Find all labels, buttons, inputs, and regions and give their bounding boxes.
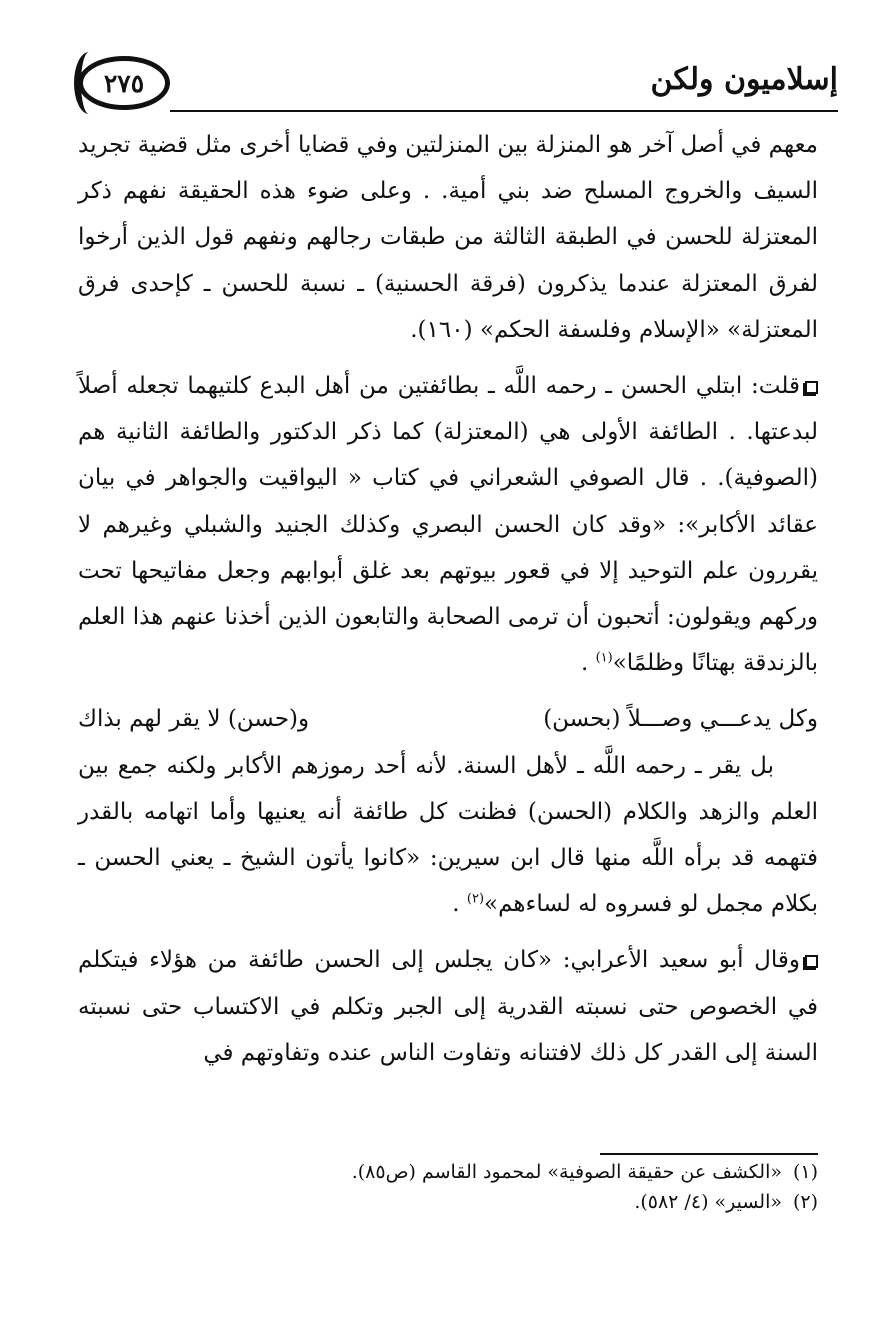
paragraph-1: معهم في أصل آخر هو المنزلة بين المنزلتين وفي قضايا أخرى مثل قضية تجريد السيف والخروج المسلح ضد بني أمية. . وعلى ضوء هذه الحقيقة نفهم ذكر المعتزلة للحسن في الطبقة الثالثة من طبقات رجالهم ونفهم قول الذين أرخوا لفرق المعتزلة عندما يذكرون (فرقة الحسنية) ـ نسبة للحسن ـ كإحدى فرق المعتزلة» «الإسلام وفلسفة الحكم» (١٦٠). <box>78 132 818 343</box>
footnote-text: «السير» (٤/ ٥٨٢). <box>634 1191 782 1213</box>
footnotes <box>78 1157 818 1217</box>
verse-first-hemistich: وكل يدعـــي وصـــلاً (بحسن) <box>543 706 818 733</box>
footnote-number: (١) <box>792 1161 818 1183</box>
verse-second-hemistich: و(حسن) لا يقر لهم بذاك <box>78 706 310 733</box>
main-text <box>78 122 818 1076</box>
footnote-ref-2: (٢) <box>466 891 485 907</box>
paragraph-2-text: قلت: ابتلي الحسن ـ رحمه اللَّه ـ بطائفتين من أهل البدع كلتيهما تجعله أصلاً لبدعتها. . الطائفة الأولى هي (المعتزلة) كما ذكر الدكتور والطائفة الثانية هم (الصوفية). . قال الصوفي الشعراني في كتاب « اليواقيت والجواهر في بيان عقائد الأكابر»: «وقد كان الحسن البصري وكذلك الجنيد والشبلي وغيرهم لا يقررون علم التوحيد إلا في قعور بيوتهم بعد غلق أبوابهم وجعل مفاتيحها تحت وركهم ويقولون: أتحبون أن ترمى الصحابة والتابعون الذين أخذنا عنهم هذا العلم بالزندقة بهتانًا وظلمًا» <box>78 373 818 677</box>
page-number-text: ٢٧٥ <box>103 68 145 98</box>
footnote-2 <box>78 1187 818 1217</box>
footnote-number: (٢) <box>792 1191 818 1213</box>
paragraph-4 <box>78 937 818 1076</box>
book-title: إسلاميون ولكن <box>650 62 838 97</box>
page-header <box>78 52 838 122</box>
paragraph-3-text: بل يقر ـ رحمه اللَّه ـ لأهل السنة. لأنه أحد رموزهم الأكابر ولكنه جمع بين العلم والزهد والكلام (الحسن) فظنت كل طائفة أنه يعنيها وأما اتهامه بالقدر فتهمه قد برأه اللَّه منها قال ابن سيرين: «كانوا يأتون الشيخ ـ يعني الحسن ـ بكلام مجمل لو فسروه له لساءهم» <box>78 752 819 918</box>
poem-verse <box>78 696 818 742</box>
footnote-text: «الكشف عن حقيقة الصوفية» لمحمود القاسم (ص٨٥). <box>351 1161 782 1183</box>
square-bullet-icon <box>805 955 818 968</box>
page-number <box>78 56 170 110</box>
paragraph-3-tail: . <box>452 891 467 918</box>
header-rule <box>170 110 838 112</box>
paragraph-2-tail: . <box>580 650 596 677</box>
footnote-ref-1: (١) <box>595 650 613 666</box>
paragraph-2 <box>78 363 818 686</box>
paragraph-4-text: وقال أبو سعيد الأعرابي: «كان يجلس إلى الحسن طائفة من هؤلاء فيتكلم في الخصوص حتى نسبته القدرية إلى الجبر وتكلم في الاكتساب حتى نسبته السنة إلى القدر كل ذلك لافتنانه وتفاوت الناس عنده وتفاوتهم في <box>78 947 818 1066</box>
footnote-1 <box>78 1157 818 1187</box>
footnote-separator <box>600 1153 818 1155</box>
paragraph-3 <box>78 743 818 928</box>
square-bullet-icon <box>805 381 818 394</box>
